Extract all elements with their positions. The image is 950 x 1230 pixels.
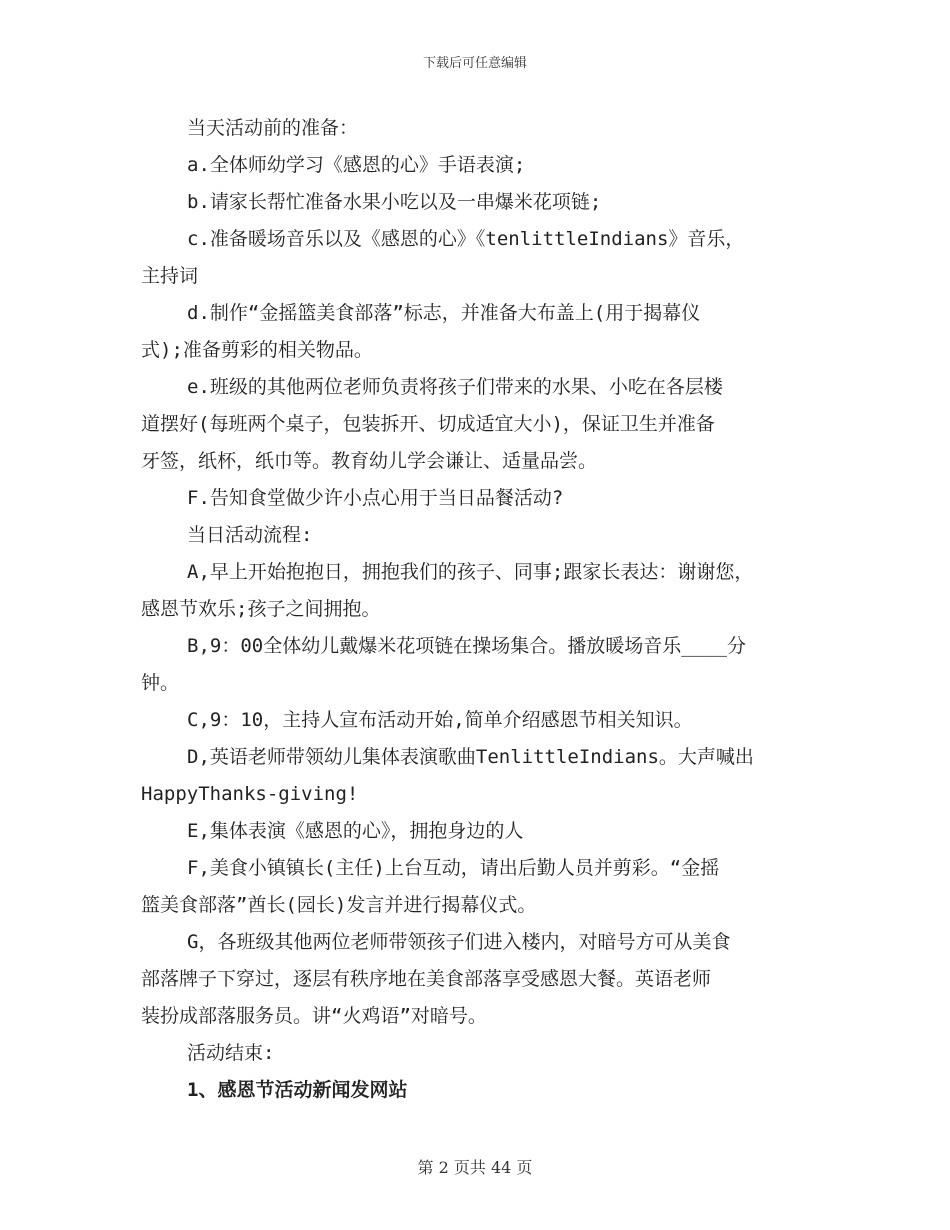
paragraph-line: F.告知食堂做少许小点心用于当日品餐活动? xyxy=(187,487,564,509)
paragraph-line: 感恩节欢乐;孩子之间拥抱。 xyxy=(141,598,381,620)
paragraph-line: 当日活动流程: xyxy=(187,524,313,546)
paragraph-line: 部落牌子下穿过，逐层有秩序地在美食部落享受感恩大餐。英语老师 xyxy=(141,968,712,990)
paragraph-line: 牙签，纸杯，纸巾等。教育幼儿学会谦让、适量品尝。 xyxy=(141,450,598,472)
paragraph-line: b.请家长帮忙准备水果小吃以及一串爆米花项链; xyxy=(187,191,602,213)
paragraph-line: 钟。 xyxy=(141,672,180,694)
paragraph-line: 主持词 xyxy=(141,265,199,287)
paragraph-line: HappyThanks-giving! xyxy=(141,783,359,805)
paragraph-line: 式);准备剪彩的相关物品。 xyxy=(141,339,373,361)
page-header: 下载后可任意编辑 xyxy=(422,56,527,71)
paragraph-line: 当天活动前的准备： xyxy=(187,117,359,139)
paragraph-line: a.全体师幼学习《感恩的心》手语表演; xyxy=(187,154,526,176)
paragraph-line: G，各班级其他两位老师带领孩子们进入楼内，对暗号方可从美食 xyxy=(187,931,731,953)
paragraph-line: 篮美食部落”酋长(园长)发言并进行揭幕仪式。 xyxy=(141,894,537,916)
paragraph-line: E,集体表演《感恩的心》，拥抱身边的人 xyxy=(187,820,524,842)
paragraph-line: 活动结束: xyxy=(187,1042,275,1064)
paragraph-line: C,9：10，主持人宣布活动开始,简单介绍感恩节相关知识。 xyxy=(187,709,693,731)
paragraph-line: 装扮成部落服务员。讲“火鸡语”对暗号。 xyxy=(141,1005,487,1027)
page-footer: 第 2 页共 44 页 xyxy=(417,1158,533,1177)
paragraph-line: B,9：00全体幼儿戴爆米花项链在操场集合。播放暖场音乐____分 xyxy=(187,635,746,657)
paragraph-line: F,美食小镇镇长(主任)上台互动，请出后勤人员并剪彩。“金摇 xyxy=(187,857,720,879)
paragraph-line: 道摆好(每班两个桌子，包装拆开、切成适宜大小)，保证卫生并准备 xyxy=(141,413,715,435)
section-heading: 1、感恩节活动新闻发网站 xyxy=(187,1079,408,1101)
paragraph-line: e.班级的其他两位老师负责将孩子们带来的水果、小吃在各层楼 xyxy=(187,376,723,398)
paragraph-line: D,英语老师带领幼儿集体表演歌曲TenlittleIndians。大声喊出 xyxy=(187,746,754,768)
paragraph-line: A,早上开始抱抱日，拥抱我们的孩子、同事;跟家长表达：谢谢您， xyxy=(187,561,754,583)
paragraph-line: d.制作“金摇篮美食部落”标志，并准备大布盖上(用于揭幕仪 xyxy=(187,302,701,324)
paragraph-line: c.准备暖场音乐以及《感恩的心》《tenlittleIndians》音乐， xyxy=(187,228,745,250)
